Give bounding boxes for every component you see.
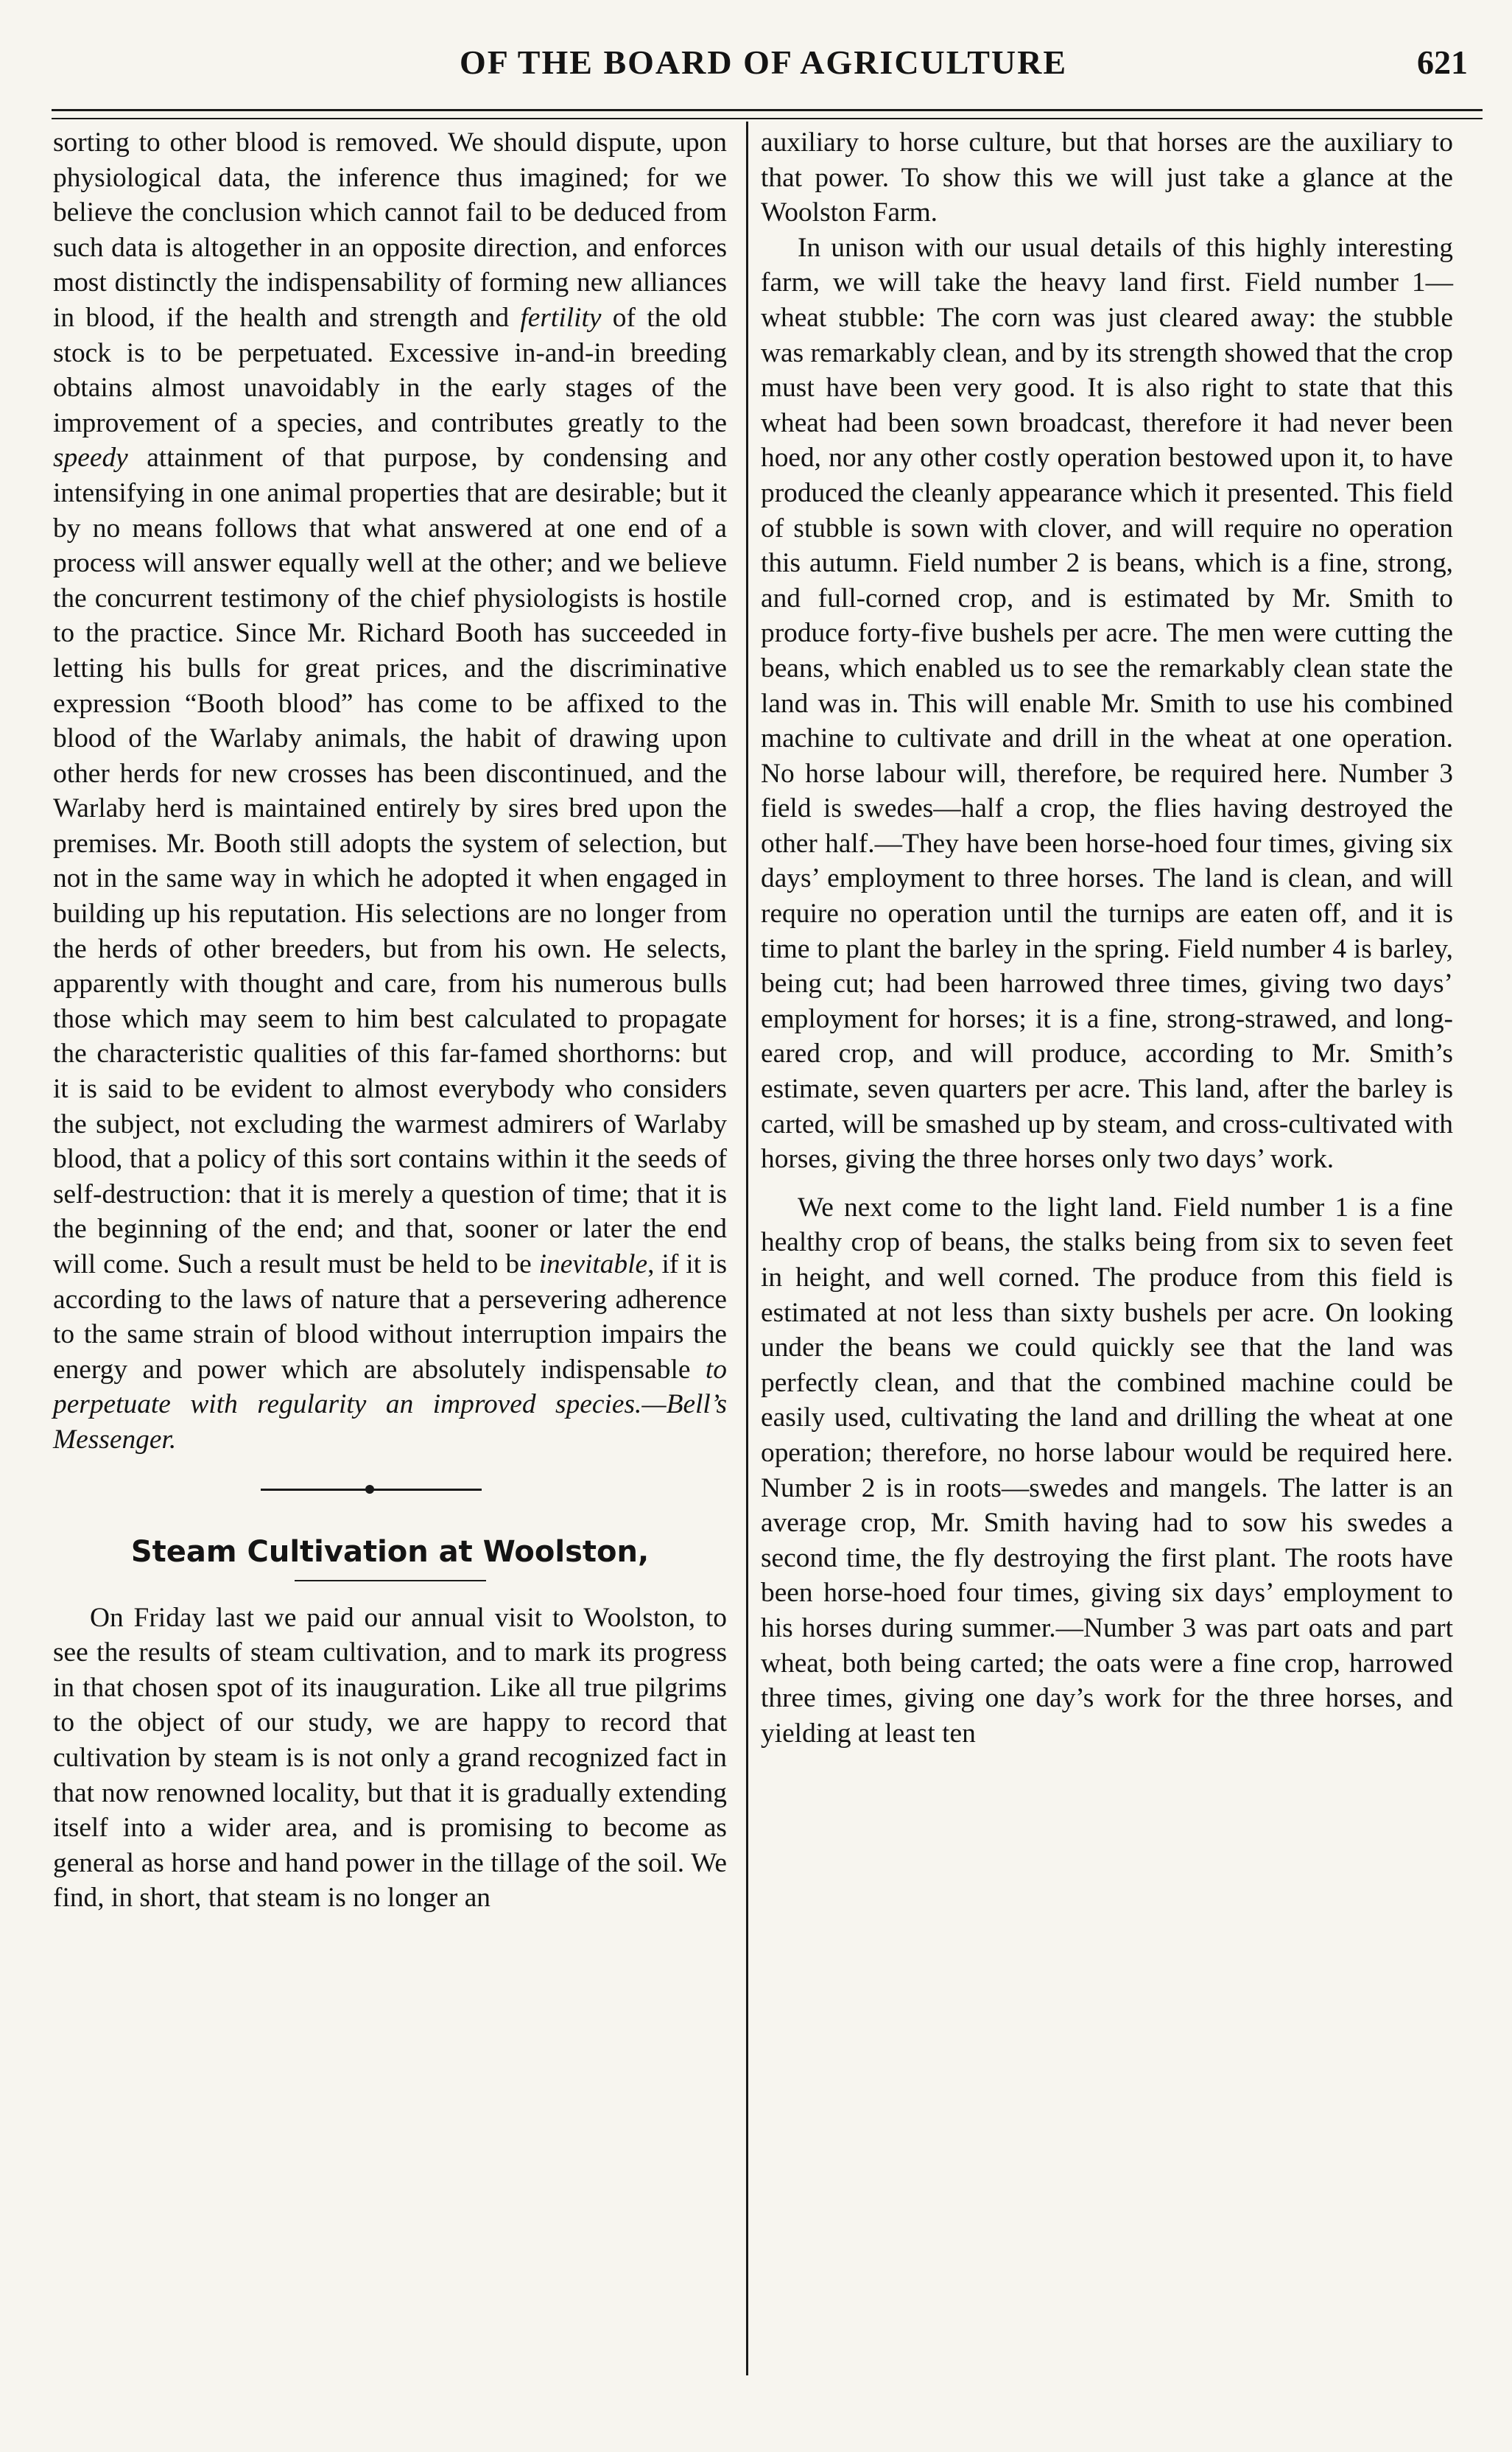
ornament-dot-icon bbox=[365, 1485, 374, 1494]
right-column bbox=[761, 125, 1453, 1751]
left-column bbox=[53, 125, 727, 1916]
article-paragraph: In unison with our usual details of this highly interesting farm, we will take the heavy land first. Field number 1—wheat stubble: The corn was just cleared away: the stubble was remarkably clean, and by its strength showed that the crop must have been very good. It is also right to state that this wheat had been sown broadcast, therefore it had never been hoed, nor any other costly operation bestowed upon it, to have produced the cleanly appearance which it presented. This field of stubble is sown with clover, and will require no operation this autumn. Field number 2 is beans, which is a fine, strong, and full-corned crop, and is estimated by Mr. Smith to produce forty-five bushels per acre. The men were cutting the beans, which enabled us to see the remarkably clean state the land was in. This will enable Mr. Smith to use his combined machine to cultivate and drill in the wheat at one operation. No horse labour will, therefore, be required here. Number 3 field is swedes—half a crop, the flies having destroyed the other half.—They have been horse-hoed four times, giving six days’ employment to three horses. The land is clean, and will require no operation until the turnips are eaten off, and it is time to plant the barley in the spring. Field number 4 is barley, being cut; had been harrowed three times, giving two days’ employment for horses; it is a fine, strong-strawed, and long-eared crop, and will produce, according to Mr. Smith’s estimate, seven quarters per acre. This land, after the barley is carted, will be smashed up by steam, and cross-cultivated with horses, giving the three horses only two days’ work. bbox=[761, 232, 1453, 1175]
continued-paragraph: sorting to other blood is removed. We should dispute, upon physiological data, the inference thus imagined; for we believe the conclusion which cannot fail to be deduced from such data is altogether in an opposite direction, and enforces most distinctly the indispensability of forming new alliances in blood, if the health and strength and fertility of the old stock is to be perpetuated. Excessive in-and-in breeding obtains almost unavoidably in the early stages of the improvement of a species, and contributes greatly to the speedy attainment of that purpose, by condensing and intensifying in one animal properties that are desirable; but it by no means follows that what answered at one end of a process will answer equally well at the other; and we believe the concurrent testimony of the chief physiologists is hostile to the practice. Since Mr. Richard Booth has succeeded in letting his bulls for great prices, and the discriminative expression “Booth blood” has come to be affixed to the blood of the Warlaby animals, the habit of drawing upon other herds for new crosses has been discontinued, and the Warlaby herd is maintained entirely by sires bred upon the premises. Mr. Booth still adopts the system of selection, but not in the same way in which he adopted it when engaged in building up his reputation. His selections are no longer from the herds of other breeders, but from his own. He selects, apparently with thought and care, from his numerous bulls those which may seem to him best calculated to propagate the characteristic qualities of this far-famed shorthorns: but it is said to be evident to almost everybody who considers the subject, not excluding the warmest admirers of Warlaby blood, that a policy of this sort contains within it the seeds of self-destruction: that it is merely a question of time; that it is the beginning of the end; and that, sooner or later the end will come. Such a result must be held to be inevitable, if it is according to the laws of nature that a persevering adherence to the same strain of blood without interruption impairs the energy and power which are absolutely indispensable to perpetuate with regularity an improved species.—Bell’s Messenger. bbox=[53, 127, 728, 1455]
page-number: 621 bbox=[1417, 43, 1468, 81]
column-divider bbox=[746, 122, 748, 2375]
page-header bbox=[44, 29, 1483, 110]
article-paragraph: On Friday last we paid our annual visit to Woolston, to see the results of steam cultivation, and to mark its progress in that chosen spot of its inauguration. Like all true pilgrims to the object of our study, we are happy to record that cultivation by steam is is not only a grand recognized fact in that now renowned locality, but that it is gradually extending itself into a wider area, and is promising to become as general as horse and hand power in the tillage of the soil. We find, in short, that steam is no longer an bbox=[53, 1602, 727, 1914]
article-paragraph: auxiliary to horse culture, but that horses are the auxiliary to that power. To show this we will just take a glance at the Woolston Farm. bbox=[761, 127, 1453, 228]
running-head: OF THE BOARD OF AGRICULTURE bbox=[459, 43, 1068, 81]
article-paragraph: We next come to the light land. Field number 1 is a fine healthy crop of beans, the stalks being from six to seven feet in height, and well corned. The produce from this field is estimated at not less than sixty bushels per acre. On looking under the beans we could quickly see that the land was perfectly clean, and that the combined machine could be easily used, cultivating the land and drilling the wheat at one operation; therefore, no horse labour would be required here. Number 2 is in roots—swedes and mangels. The latter is an average crop, Mr. Smith having had to sow his swedes a second time, the fly destroying the first plant. The roots have been horse-hoed four times, giving six days’ employment to his horses during summer.—Number 3 was part oats and part wheat, both being carted; the oats were a fine crop, harrowed three times, giving one day’s work for the three horses, and yielding at least ten bbox=[761, 1192, 1453, 1749]
title-rule bbox=[295, 1580, 486, 1581]
header-double-rule bbox=[52, 109, 1483, 119]
article-title: Steam Cultivation at Woolston, bbox=[130, 1534, 650, 1569]
section-ornament bbox=[53, 1458, 727, 1517]
